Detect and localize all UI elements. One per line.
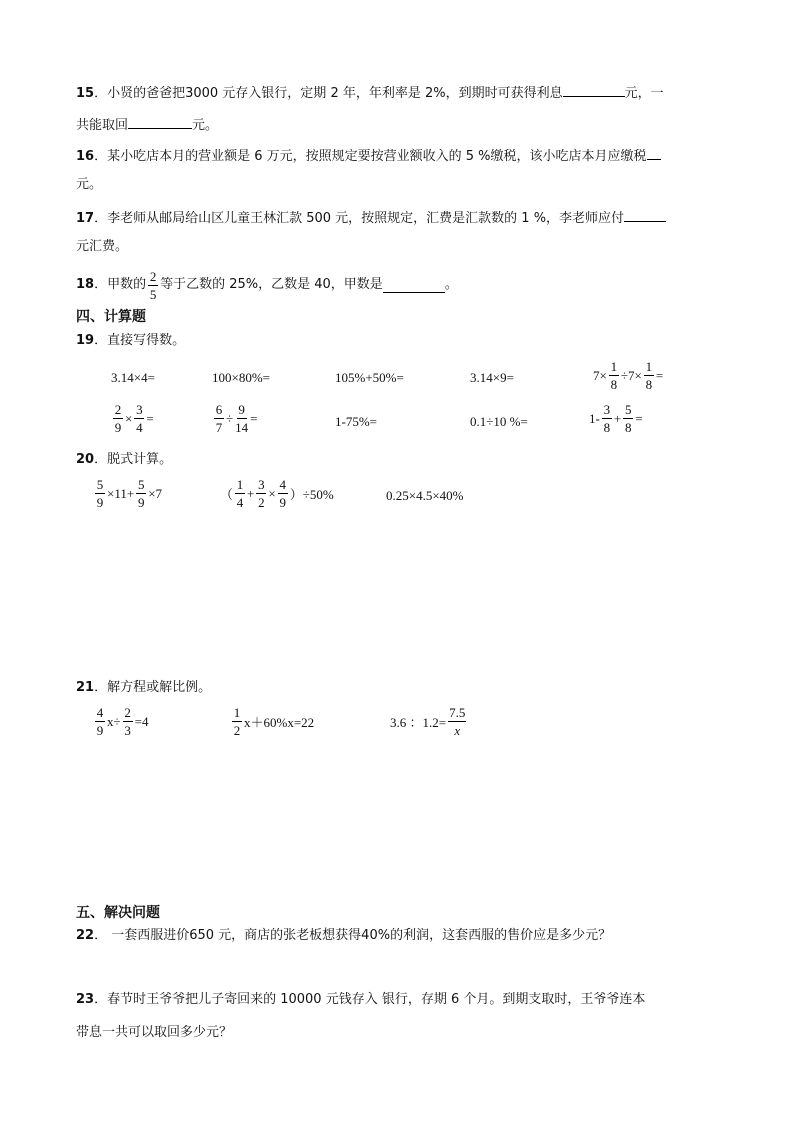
question-text: 。 <box>444 277 458 292</box>
answer-blank[interactable] <box>647 145 661 160</box>
question-text: ．春节时王爷爷把儿子寄回来的 10000 元钱存入 银行，存期 6 个月。到期支取时，王爷爷连本 <box>94 992 646 1007</box>
question-18 <box>76 268 458 302</box>
question-23-line-2 <box>76 1023 232 1043</box>
answer-blank[interactable] <box>383 278 445 293</box>
question-20-line <box>76 450 172 470</box>
expression: 100×80%= <box>212 370 270 385</box>
question-text: ．解方程或解比例。 <box>94 680 212 695</box>
question-text: ．某小吃店本月的营业额是 6 万元，按照规定要按营业额收入的 5 %缴税，该小吃店本月应缴税 <box>94 149 647 164</box>
question-text: 元。 <box>192 118 219 133</box>
expression-fraction: $\frac{5}{9}$ ×11+ $\frac{5}{9}$ ×7 <box>96 477 163 510</box>
question-text: ．小贤的爸爸把3000 元存入银行，定期 2 年，年利率是 2%，到期时可获得利息 <box>94 86 563 101</box>
question-number: 23 <box>76 992 95 1007</box>
question-text: ． 一套西服进价650 元，商店的张老板想获得40%的利润，这套西服的售价应是多少元？ <box>94 928 612 943</box>
expression: 0.25×4.5×40% <box>386 488 464 503</box>
question-number: 20 <box>76 452 95 467</box>
question-text: 共能取回 <box>76 118 129 133</box>
question-number: 21 <box>76 680 95 695</box>
question-16-line-1 <box>76 145 661 167</box>
answer-blank[interactable] <box>624 207 666 222</box>
question-text: ．脱式计算。 <box>94 452 173 467</box>
question-text: ．李老师从邮局给山区儿童王林汇款 500 元，按照规定，汇费是汇款数的 1 %，李老师应付 <box>94 211 625 226</box>
expression-fraction: （ $\frac{1}{4}$ + $\frac{3}{2}$ × $\frac{4}{9}$ ）÷50% <box>220 477 334 510</box>
question-text: 元汇费。 <box>76 239 129 254</box>
expression: 105%+50%= <box>335 370 404 385</box>
question-16-line-2 <box>76 175 102 195</box>
question-15-line-2 <box>76 114 218 136</box>
proportion: 3.6 ：1.2= $\frac{7.5}{x}$ <box>390 705 466 738</box>
question-text: ．直接写得数。 <box>94 333 186 348</box>
question-21-line <box>76 678 211 698</box>
question-text: 等于乙数的 25%，乙数是 40，甲数是 <box>160 277 383 292</box>
question-text: ．甲数的 <box>94 277 147 292</box>
question-19-line <box>76 331 185 351</box>
question-number: 15 <box>76 86 95 101</box>
question-text: 元。 <box>76 177 103 192</box>
expression-fraction: $\frac{2}{9}$ × $\frac{3}{4}$ = <box>114 402 154 435</box>
expression-fraction: $\frac{6}{7}$ ÷ $\frac{9}{14}$ = <box>215 402 258 435</box>
question-17-line-1 <box>76 207 666 229</box>
answer-blank[interactable] <box>563 82 625 97</box>
expression: 3.14×9= <box>470 370 514 385</box>
question-number: 16 <box>76 149 95 164</box>
expression-fraction: 7× $\frac{1}{8}$ ÷7× $\frac{1}{8}$ = <box>593 359 664 392</box>
equation: $\frac{1}{2}$ x＋60%x=22 <box>233 705 315 738</box>
equation: $\frac{4}{9}$ x÷ $\frac{2}{3}$ =4 <box>96 705 149 738</box>
question-number: 17 <box>76 211 95 226</box>
question-number: 22 <box>76 928 95 943</box>
question-text: 元，一 <box>624 86 664 101</box>
section-heading: 四、计算题 <box>76 309 146 325</box>
question-number: 18 <box>76 277 95 292</box>
fraction: $\frac{2}{5}$ <box>149 268 157 302</box>
question-23-line-1 <box>76 990 645 1010</box>
expression-fraction: 1- $\frac{3}{8}$ + $\frac{5}{8}$ = <box>589 402 643 435</box>
expression: 1-75%= <box>335 414 377 429</box>
question-number: 19 <box>76 333 95 348</box>
section-heading: 五、解决问题 <box>76 905 160 921</box>
expression: 0.1÷10 %= <box>470 414 528 429</box>
expression: 3.14×4= <box>111 370 155 385</box>
question-17-line-2 <box>76 237 128 257</box>
answer-blank[interactable] <box>128 114 192 129</box>
question-22 <box>76 926 611 946</box>
question-text: 带息一共可以取回多少元？ <box>76 1025 233 1040</box>
question-15-line-1 <box>76 82 664 104</box>
